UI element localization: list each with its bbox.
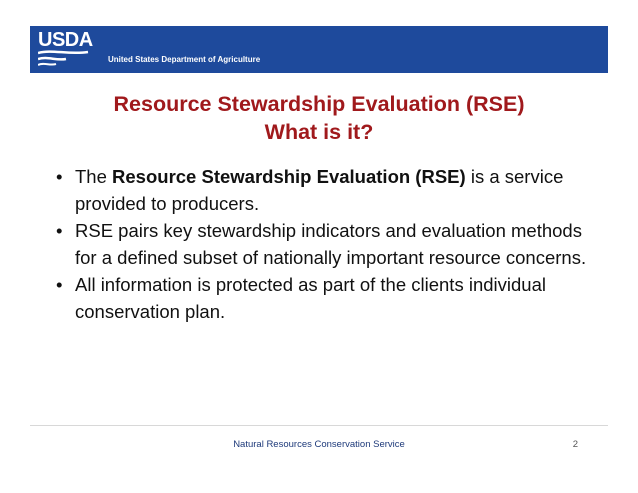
bullet-1-bold-term: Resource Stewardship Evaluation (RSE) (112, 166, 466, 187)
bullet-list (56, 164, 596, 326)
bullet-1-prefix: The (75, 166, 113, 187)
usda-header-banner (30, 26, 608, 73)
bullet-dot-icon: • (56, 166, 63, 187)
slide-title-line-2: What is it? (264, 120, 374, 144)
page-number: 2 (572, 439, 578, 450)
bullet-2-text: RSE pairs key stewardship indicators and evaluation methods for a defined subset of nationally important resource concerns. (75, 220, 587, 268)
footer-organization: Natural Resources Conservation Service (233, 439, 405, 450)
bullet-item-2 (56, 218, 596, 271)
bullet-3-text: All information is protected as part of the clients individual conservation plan. (75, 274, 546, 322)
bullet-1-suffix: is a service provided to producers. (75, 166, 564, 214)
bullet-dot-icon: • (56, 274, 63, 295)
usda-logo (38, 30, 108, 68)
slide-title-line-1: Resource Stewardship Evaluation (RSE) (113, 92, 525, 116)
usda-logo-text: USDA (38, 29, 93, 51)
bullet-item-1 (56, 164, 596, 217)
footer-divider (30, 425, 608, 426)
slide-title (30, 90, 608, 146)
usda-logo-swoosh-icon (38, 50, 104, 66)
bullet-item-3 (56, 272, 596, 325)
department-name: United States Department of Agriculture (108, 55, 261, 64)
bullet-dot-icon: • (56, 220, 63, 241)
